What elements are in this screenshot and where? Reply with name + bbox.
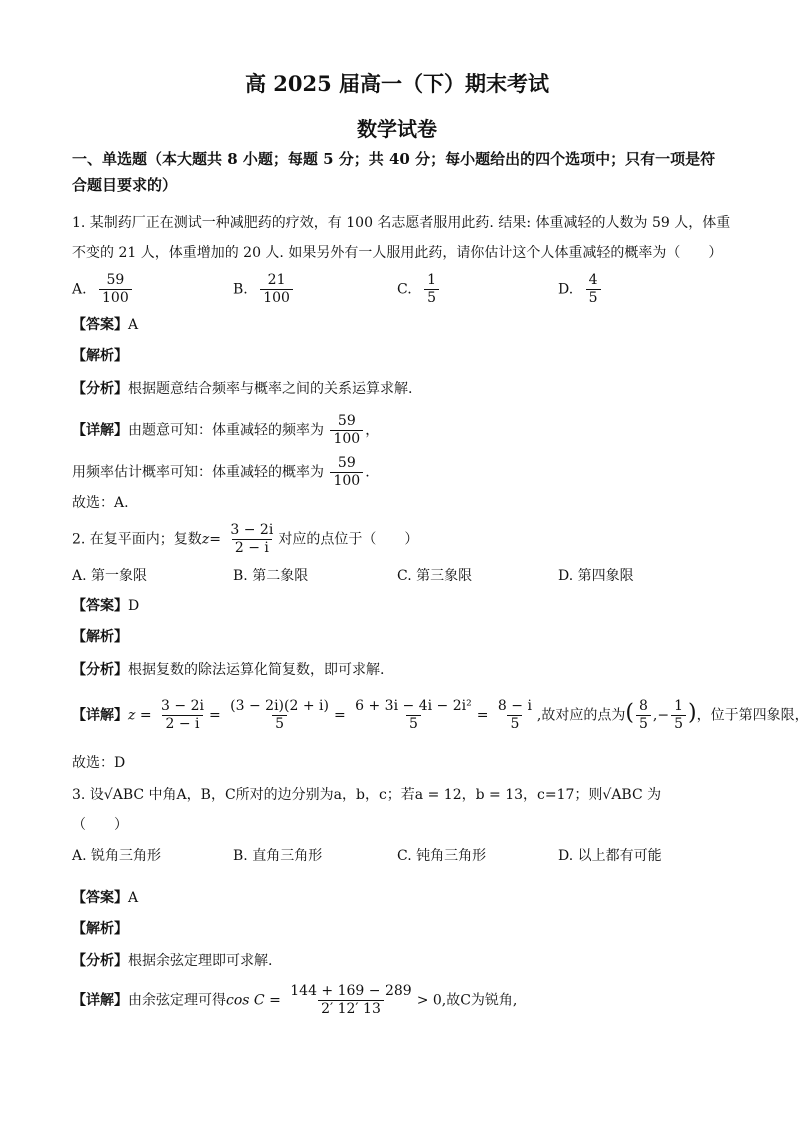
q1-choice: 故选：A. [72, 495, 129, 511]
q3-detail: 【详解】由余弦定理可得cos C = $\frac{144 + 169 - 289}{2' 12' 13}$ > 0,故C为锐角, [72, 983, 518, 1017]
q1-answer: 【答案】A [72, 317, 139, 333]
q3-answer: 【答案】A [72, 890, 139, 906]
q2-answer: 【答案】D [72, 598, 140, 614]
q1-option-a: A. $\frac{59}{100}$ [72, 272, 134, 307]
q3-analysis-label: 【解析】 [72, 921, 128, 937]
q1-stem-line1: 1. 某制药厂正在测试一种减肥药的疗效，有 100 名志愿者服用此药. 结果: 体重减轻的人数为 59 人，体重 [72, 215, 731, 231]
exam-title: 高 2025 届高一（下）期末考试 [244, 71, 550, 96]
q1-detail-line2: 用频率估计概率可知：体重减轻的概率为 $\frac{59}{100}$ . [72, 455, 370, 489]
q2-stem: 2. 在复平面内；复数z= $\frac{3 - 2i}{2 - i}$ 对应的点位于（ ） [72, 522, 419, 556]
q2-choice: 故选：D [72, 755, 126, 771]
q3-fenxi: 【分析】根据余弦定理即可求解. [72, 953, 273, 969]
q1-fenxi: 【分析】根据题意结合频率与概率之间的关系运算求解. [72, 381, 413, 397]
q2-detail: 【详解】z = $\frac{3 - 2i}{2 - i}$ = $\frac{(3 - 2i)(2 + i)}{5}$ = $\frac{\text{6 + 3i − 4i − 2i²}}{5}$ = $\frac{8 - i}{5}$ ,故对应的点为( $\frac{8}{5}$ ,− $\frac{1}{5}$ )，位于第四象限， [72, 698, 809, 732]
exam-subtitle: 数学试卷 [357, 117, 437, 141]
q3-stem-line1: 3. 设√ABC 中角A，B，C所对的边分别为a，b，c；若a = 12，b = 13，c=17；则√ABC 为 [72, 787, 662, 803]
q1-option-c: C. $\frac{1}{5}$ [397, 272, 441, 307]
q2-option-b: B. 第二象限 [233, 568, 309, 584]
q1-detail-line1: 【详解】由题意可知：体重减轻的频率为 $\frac{59}{100}$ ， [72, 413, 380, 447]
q1-stem-line2: 不变的 21 人，体重增加的 20 人. 如果另外有一人服用此药，请你估计这个人体重减轻的概率为（ ） [72, 245, 723, 261]
q2-option-d: D. 第四象限 [558, 568, 634, 584]
q2-fenxi: 【分析】根据复数的除法运算化简复数，即可求解. [72, 662, 385, 678]
q3-option-b: B. 直角三角形 [233, 848, 323, 864]
q2-option-a: A. 第一象限 [72, 568, 148, 584]
q3-option-d: D. 以上都有可能 [558, 848, 662, 864]
section-heading: 一、单选题（本大题共 8 小题；每题 5 分；共 40 分；每小题给出的四个选项中；只有一项是符合题目要求的） [72, 150, 716, 194]
q3-stem-line2: （ ） [72, 817, 128, 833]
q1-option-d: D. $\frac{4}{5}$ [558, 272, 603, 307]
q3-option-c: C. 钝角三角形 [397, 848, 487, 864]
q3-option-a: A. 锐角三角形 [72, 848, 162, 864]
q1-analysis-label: 【解析】 [72, 348, 128, 364]
q1-option-b: B. $\frac{21}{100}$ [233, 272, 295, 307]
q2-option-c: C. 第三象限 [397, 568, 473, 584]
q2-analysis-label: 【解析】 [72, 629, 128, 645]
